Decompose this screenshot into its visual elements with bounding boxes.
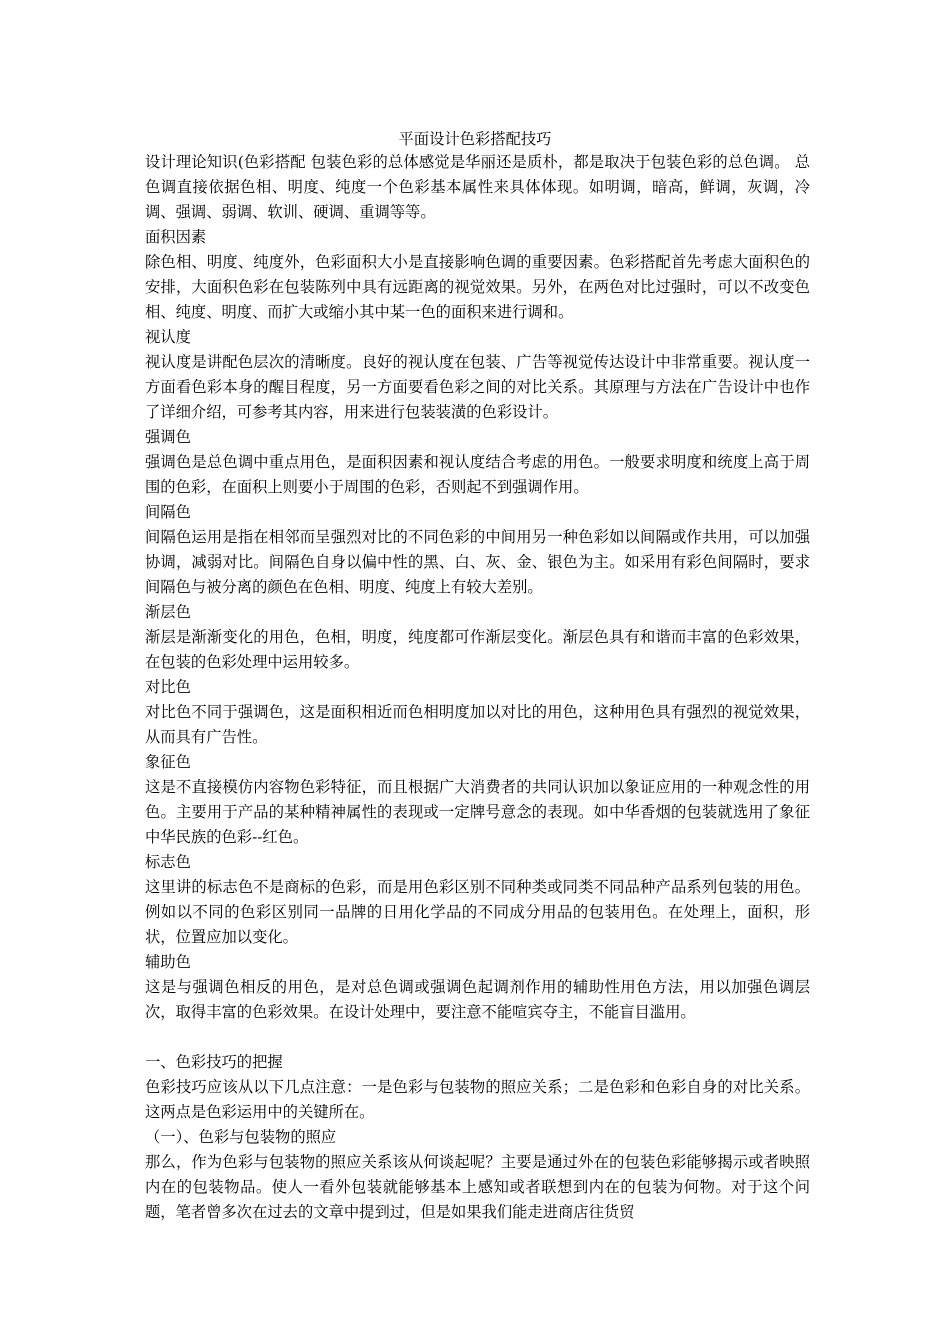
heading-area-factor: 面积因素	[145, 228, 207, 246]
paragraph-emphasis-color: 强调色是总色调中重点用色，是面积因素和视认度结合考虑的用色。一般要求明度和统度上高于周围的色彩，在面积上则要小于周围的色彩，否则起不到强调作用。	[145, 453, 810, 496]
paragraph-spacer-color: 间隔色运用是指在相邻而呈强烈对比的不同色彩的中间用另一种色彩如以间隔或作共用，可以加强协调，减弱对比。间隔色自身以偏中性的黑、白、灰、金、银色为主。如采用有彩色间隔时，要求间隔色与被分离的颜色在色相、明度、纯度上有较大差别。	[145, 528, 810, 596]
document-title: 平面设计色彩搭配技巧	[398, 130, 552, 148]
paragraph-symbolic-color: 这是不直接模仿内容物色彩特征，而且根据广大消费者的共同认识加以象证应用的一种观念性的用色。主要用于产品的某种精神属性的表现或一定牌号意念的表现。如中华香烟的包装就选用了象征中华民族的色彩--红色。	[145, 778, 810, 846]
heading-spacer-color: 间隔色	[145, 503, 191, 521]
paragraph-contrast-color: 对比色不同于强调色，这是面积相近而色相明度加以对比的用色，这种用色具有强烈的视觉效果，从而具有广告性。	[145, 703, 810, 746]
paragraph-gradient-color: 渐层是渐渐变化的用色，色相，明度，纯度都可作渐层变化。渐层色具有和谐而丰富的色彩效果，在包装的色彩处理中运用较多。	[145, 628, 810, 671]
document-body	[145, 150, 810, 1225]
heading-gradient-color: 渐层色	[145, 603, 191, 621]
blank-line	[145, 1025, 810, 1050]
heading-emphasis-color: 强调色	[145, 428, 191, 446]
paragraph-area-factor: 除色相、明度、纯度外，色彩面积大小是直接影响色调的重要因素。色彩搭配首先考虑大面积色的安排，大面积色彩在包装陈列中具有远距离的视觉效果。另外，在两色对比过强时，可以不改变色相、纯度、明度、而扩大或缩小其中某一色的面积来进行调和。	[145, 253, 810, 321]
paragraph-auxiliary-color: 这是与强调色相反的用色，是对总色调或强调色起调剂作用的辅助性用色方法，用以加强色调层次，取得丰富的色彩效果。在设计处理中，要注意不能喧宾夺主，不能盲目滥用。	[145, 978, 810, 1021]
heading-section-1: 一、色彩技巧的把握	[145, 1053, 283, 1071]
heading-auxiliary-color: 辅助色	[145, 953, 191, 971]
heading-contrast-color: 对比色	[145, 678, 191, 696]
paragraph-mark-color: 这里讲的标志色不是商标的色彩，而是用色彩区别不同种类或同类不同品种产品系列包装的用色。例如以不同的色彩区别同一品牌的日用化学品的不同成分用品的包装用色。在处理上，面积，形状，位置应加以变化。	[145, 878, 810, 946]
paragraph-section-1: 色彩技巧应该从以下几点注意：一是色彩与包装物的照应关系；二是色彩和色彩自身的对比关系。这两点是色彩运用中的关键所在。	[145, 1078, 810, 1121]
heading-visibility: 视认度	[145, 328, 191, 346]
paragraph-subsection-1: 那么，作为色彩与包装物的照应关系该从何谈起呢？主要是通过外在的包装色彩能够揭示或者映照内在的包装物品。使人一看外包装就能够基本上感知或者联想到内在的包装为何物。对于这个问题，笔者曾多次在过去的文章中提到过，但是如果我们能走进商店往货贸	[145, 1153, 810, 1221]
heading-subsection-1: （一）、色彩与包装物的照应	[145, 1128, 337, 1146]
heading-symbolic-color: 象征色	[145, 753, 191, 771]
paragraph-intro: 设计理论知识(色彩搭配 包装色彩的总体感觉是华丽还是质朴，都是取决于包装色彩的总色调。 总色调直接依据色相、明度、纯度一个色彩基本属性来具体体现。如明调，暗高，鲜调，灰调，冷调、强调、弱调、软训、硬调、重调等等。	[145, 153, 810, 221]
heading-mark-color: 标志色	[145, 853, 191, 871]
paragraph-visibility: 视认度是讲配色层次的清晰度。良好的视认度在包装、广告等视觉传达设计中非常重要。视认度一方面看色彩本身的醒目程度，另一方面要看色彩之间的对比关系。其原理与方法在广告设计中也作了详细介绍，可参考其内容，用来进行包装装潢的色彩设计。	[145, 353, 810, 421]
